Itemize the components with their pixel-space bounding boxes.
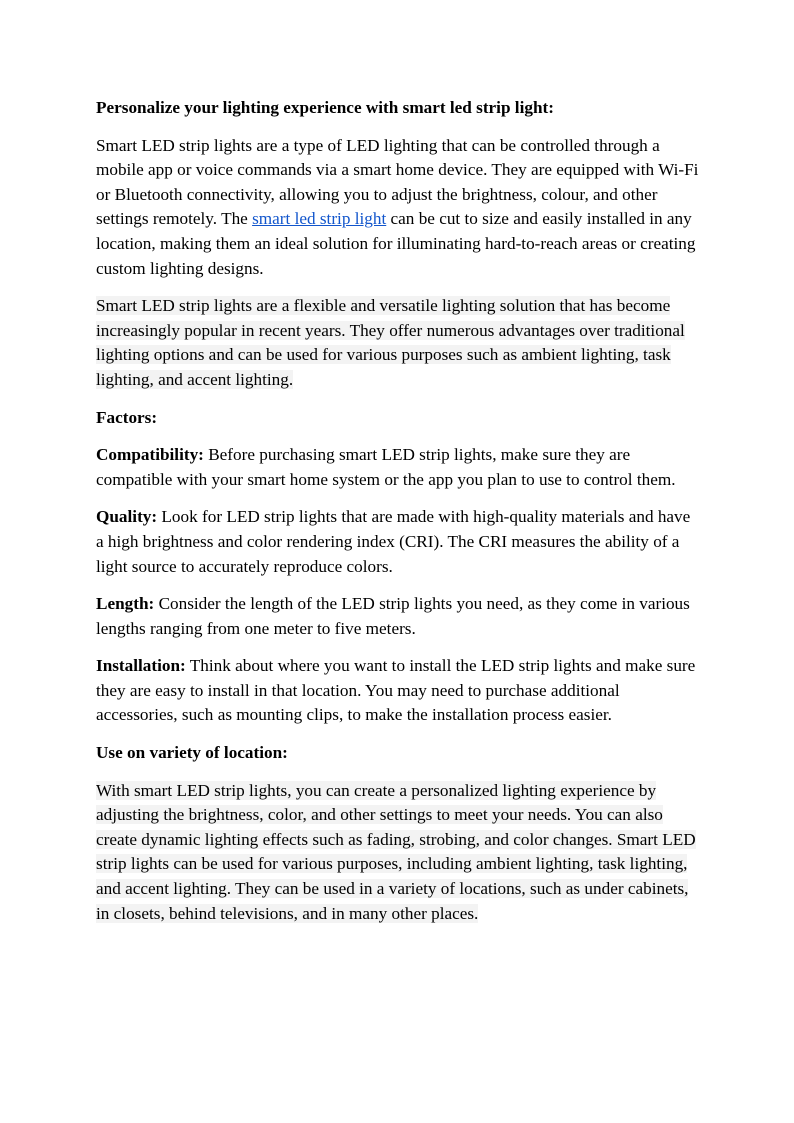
factor-label: Quality: [96,507,158,527]
factor-compatibility [96,443,700,492]
intro-text-after-link: can be cut to size and easily installed in any location, making them an ideal solution for illuminating hard-to-reach areas or creating custom lighting designs. [96,209,696,278]
factor-quality [96,505,700,579]
versatility-text: Smart LED strip lights are a flexible and versatile lighting solution that has become increasingly popular in recent years. They offer numerous advantages over traditional lighting options and can be used for various purposes such as ambient lighting, task lighting, and accent lighting. [96,296,685,389]
intro-paragraph [96,134,700,282]
factor-text: Think about where you want to install the LED strip lights and make sure they are easy to install in that location. You may need to purchase additional accessories, such as mounting clips, to make the installation process easier. [96,656,696,725]
versatility-paragraph [96,294,700,392]
factor-length [96,592,700,641]
location-paragraph [96,779,700,927]
factor-label: Compatibility: [96,445,204,465]
location-heading: Use on variety of location: [96,743,288,763]
smart-led-strip-light-link[interactable]: smart led strip light [252,209,387,229]
factor-text: Before purchasing smart LED strip lights, make sure they are compatible with your smart home system or the app you plan to use to control them. [96,445,676,489]
location-text: With smart LED strip lights, you can create a personalized lighting experience by adjusting the brightness, color, and other settings to meet your needs. You can also create dynamic lighting effects such as fading, strobing, and color changes. Smart LED strip lights can be used for various purposes, including ambient lighting, task lighting, and accent lighting. They can be used in a variety of locations, such as under cabinets, in closets, behind televisions, and in many other places. [96,780,696,923]
document-page [96,96,700,939]
factor-text: Consider the length of the LED strip lights you need, as they come in various lengths ranging from one meter to five meters. [96,594,690,638]
intro-text-before-link: Smart LED strip lights are a type of LED lighting that can be controlled through a mobile app or voice commands via a smart home device. They are equipped with Wi-Fi or Bluetooth connectivity, allowing you to adjust the brightness, colour, and other settings remotely. The [96,135,699,229]
factors-heading: Factors: [96,407,158,427]
factor-label: Length: [96,594,155,614]
factor-label: Installation: [96,656,186,676]
factor-installation [96,654,700,728]
document-title: Personalize your lighting experience with smart led strip light: [96,98,554,117]
factor-text: Look for LED strip lights that are made with high-quality materials and have a high brightness and color rendering index (CRI). The CRI measures the ability of a light source to accurately reproduce colors. [96,507,691,576]
